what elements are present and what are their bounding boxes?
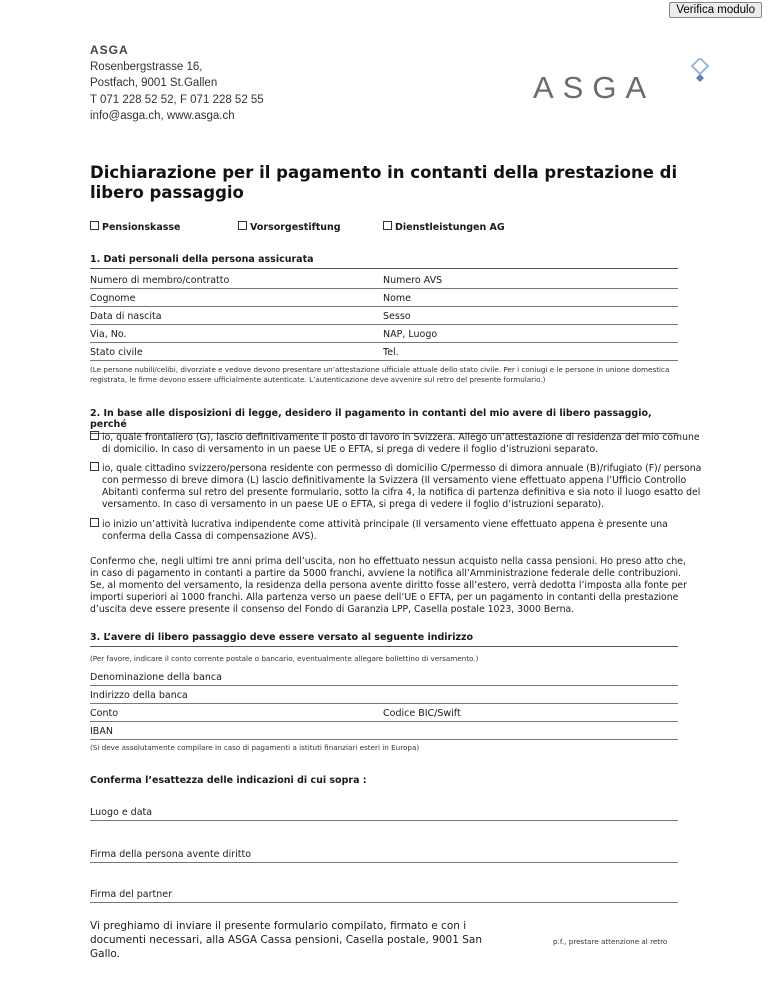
logo-text: ASGA	[533, 70, 656, 102]
confirm-title: Conferma l’esattezza delle indicazioni di cui sopra :	[90, 775, 367, 786]
section3-note: (Per favore, indicare il conto corrente postale o bancario, eventualmente allegare bollettino di versamento.)	[90, 654, 479, 663]
checkbox-icon[interactable]	[90, 518, 99, 527]
field-bank-address[interactable]: Indirizzo della banca	[90, 687, 678, 704]
field-iban[interactable]: IBAN	[90, 723, 678, 740]
section2-confirmation-text: Confermo che, negli ultimi tre anni prima dell’uscita, non ho effettuato nessun acquisto nella cassa pensioni. Ho preso atto che, in caso di pagamento in contanti a partire da 5000 franchi, avviene la notifica all’Amministrazione federale delle contribuzioni. Se, al momento del versamento, la residenza della persona avente diritto fosse all’estero, verrà dedotta l’imposta alla fonte per importi superiori ai 1000 franchi. Alla partenza verso un paese dell’UE o EFTA, per un pagamento in contanti della prestazione d’uscita deve essere presente il consenso del Fondo di Garanzia LPP, Casella postale 1023, 3000 Berna.	[90, 556, 687, 615]
field-account-bic[interactable]: Conto Codice BIC/Swift	[90, 705, 678, 722]
section2-title: 2. In base alle disposizioni di legge, desidero il pagamento in contanti del mio avere di libero passaggio, perché	[90, 408, 678, 434]
field-signature-partner[interactable]: Firma del partner	[90, 886, 678, 903]
company-name: ASGA	[90, 43, 129, 57]
field-row-civil-phone[interactable]: Stato civile Tel.	[90, 344, 678, 361]
reason-option-frontaliero[interactable]: io, quale frontaliero (G), lascio definitivamente il posto di lavoro in Svizzera. Allego un’attestazione di residenza del mio comune di domicilio. In caso di versamento in un paese UE o EFTA, si prega di vedere il foglio d’istruzioni separato.	[90, 431, 702, 456]
reason-option-self-employed[interactable]: io inizio un’attività lucrativa indipendente come attività principale (Il versamento viene effettuato appena è presente una conferma della Cassa di compensazione AVS).	[90, 518, 702, 543]
entity-option-vorsorgestiftung[interactable]: Vorsorgestiftung	[238, 221, 341, 233]
form-title: Dichiarazione per il pagamento in contanti della prestazione di libero passaggio	[90, 163, 678, 202]
field-row-surname-name[interactable]: Cognome Nome	[90, 290, 678, 307]
iban-note: (Si deve assolutamente compilare in caso di pagamenti a istituti finanziari esteri in Europa)	[90, 743, 420, 752]
logo-diamond-small	[696, 74, 704, 82]
entity-option-dienstleistungen[interactable]: Dienstleistungen AG	[383, 221, 505, 233]
field-row-member-avs[interactable]: Numero di membro/contratto Numero AVS	[90, 272, 678, 289]
logo-diamond-outline	[692, 58, 708, 74]
field-place-date[interactable]: Luogo e data	[90, 804, 678, 821]
verify-form-button[interactable]: Verifica modulo	[669, 2, 762, 18]
checkbox-icon[interactable]	[238, 221, 247, 230]
reason-option-leaving-switzerland[interactable]: io, quale cittadino svizzero/persona residente con permesso di domicilio C/permesso di dimora annuale (B)/rifugiato (F)/ persona con permesso di breve dimora (L) lascio definitivamente la Svizzera (Il versamento viene effettuato appena l’Ufficio Controllo Abitanti conferma sul retro del presente formulario, sotto la cifra 4, la notifica di partenza definitiva e sia noto il luogo esatto del versamento. In caso di versamento in un paese UE o EFTA, si prega di vedere il foglio d’istruzioni separato).	[90, 462, 702, 511]
address-postbox: Postfach, 9001 St.Gallen	[90, 77, 218, 89]
sender-address	[90, 42, 264, 125]
address-web: info@asga.ch, www.asga.ch	[90, 110, 235, 122]
footer-note: p.f., prestare attenzione al retro	[553, 937, 668, 946]
checkbox-icon[interactable]	[90, 221, 99, 230]
field-signature-person[interactable]: Firma della persona avente diritto	[90, 846, 678, 863]
checkbox-icon[interactable]	[90, 431, 99, 440]
section1-note: (Le persone nubili/celibi, divorziate e vedove devono presentare un’attestazione ufficiale attuale dello stato civile. Per i coniugi e le persone in unione domestica registrata, le firme devono essere ufficialmente autenticate. L’autenticazione deve avvenire sul retro del presente formulario.)	[90, 365, 670, 384]
address-street: Rosenbergstrasse 16,	[90, 60, 203, 73]
field-row-birth-sex[interactable]: Data di nascita Sesso	[90, 308, 678, 325]
checkbox-icon[interactable]	[383, 221, 392, 230]
address-phone: T 071 228 52 52, F 071 228 52 55	[90, 93, 264, 106]
footer-instructions: Vi preghiamo di inviare il presente formulario compilato, firmato e con i documenti necessari, alla ASGA Cassa pensioni, Casella postale, 9001 San Gallo.	[90, 920, 483, 960]
field-bank-name[interactable]: Denominazione della banca	[90, 669, 678, 686]
asga-logo	[533, 58, 713, 102]
section3-title: 3. L’avere di libero passaggio deve essere versato al seguente indirizzo	[90, 632, 678, 647]
section1-title: 1. Dati personali della persona assicurata	[90, 254, 678, 269]
field-row-street-city[interactable]: Via, No. NAP, Luogo	[90, 326, 678, 343]
checkbox-icon[interactable]	[90, 462, 99, 471]
entity-option-pensionskasse[interactable]: Pensionskasse	[90, 221, 181, 233]
